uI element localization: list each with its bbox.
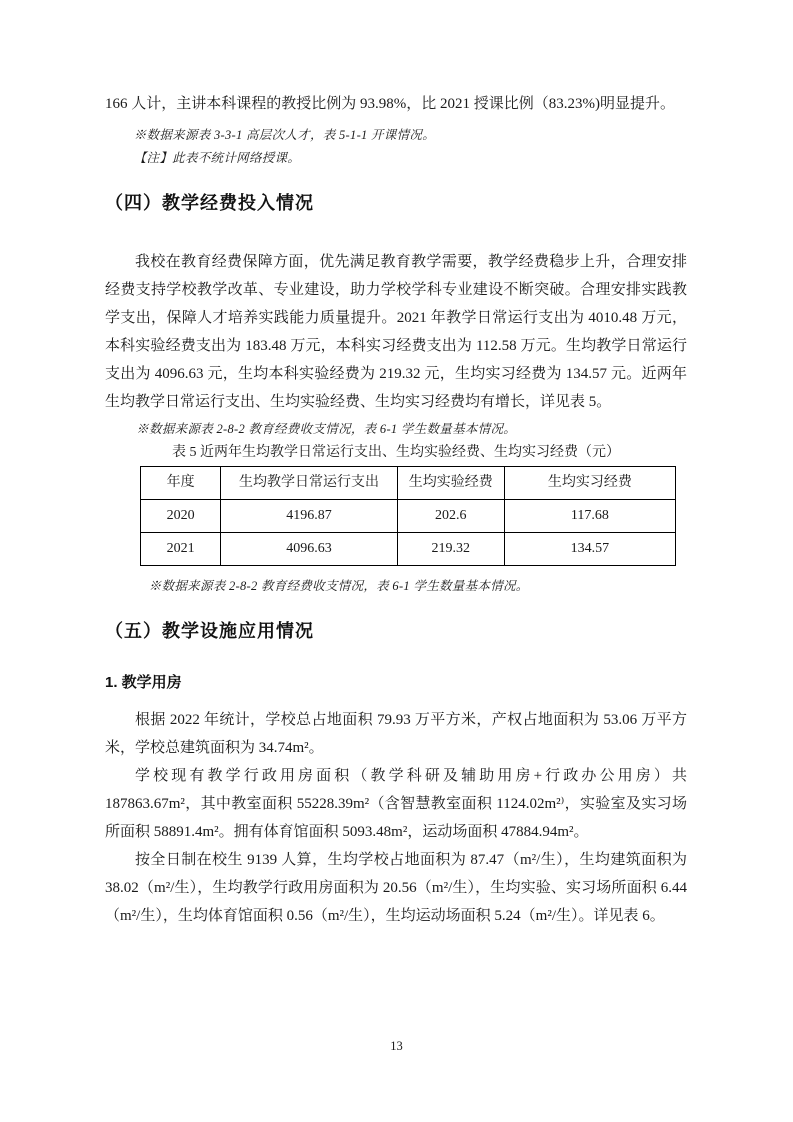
table5-cell: 134.57 <box>504 533 675 566</box>
intro-notes <box>105 124 687 170</box>
table5 <box>140 466 676 566</box>
housing-paragraph-area: 根据 2022 年统计，学校总占地面积 79.93 万平方米，产权占地面积为 53.06 万平方米，学校总建筑面积为 34.74m²。 <box>105 712 687 756</box>
funding-note-data-source: ※数据来源表 2-8-2 教育经费收支情况，表 6-1 学生数量基本情况。 <box>136 422 517 436</box>
table5-row-2021 <box>141 533 676 566</box>
housing-paragraph-per-student: 按全日制在校生 9139 人算，生均学校占地面积为 87.47（m²/生），生均建筑面积为 38.02（m²/生），生均教学行政用房面积为 20.56（m²/生），生均实验、实习场所面积 6.44（m²/生），生均体育馆面积 0.56（m²/生），生均运动场面积 5.24（m²/生）。详见表 6。 <box>105 852 687 924</box>
table5-header-year: 年度 <box>141 467 221 500</box>
table5-cell: 219.32 <box>397 533 504 566</box>
table5-header-daily-spend: 生均教学日常运行支出 <box>221 467 398 500</box>
table5-cell: 4096.63 <box>221 533 398 566</box>
table5-cell: 2020 <box>141 500 221 533</box>
table5-cell: 2021 <box>141 533 221 566</box>
table5-cell: 117.68 <box>504 500 675 533</box>
subsection-heading-housing: 1. 教学用房 <box>105 674 182 691</box>
table5-note-data-source: ※数据来源表 2-8-2 教育经费收支情况，表 6-1 学生数量基本情况。 <box>148 579 529 593</box>
intro-paragraph: 166 人计，主讲本科课程的教授比例为 93.98%，比 2021 授课比例（83.23%)明显提升。 <box>105 96 675 112</box>
section-heading-funding: （四）教学经费投入情况 <box>105 193 314 213</box>
page-number: 13 <box>390 1039 403 1053</box>
intro-note-data-source: ※数据来源表 3-3-1 高层次人才，表 5-1-1 开课情况。 <box>133 128 436 142</box>
table5-header-experiment-fund: 生均实验经费 <box>397 467 504 500</box>
funding-paragraph: 我校在教育经费保障方面，优先满足教育教学需要，教学经费稳步上升，合理安排经费支持学校教学改革、专业建设，助力学校学科专业建设不断突破。合理安排实践教学支出，保障人才培养实践能力质量提升。2021 年教学日常运行支出为 4010.48 万元，本科实验经费支出为 183.48 万元，本科实习经费支出为 112.58 万元。生均教学日常运行支出为 4096.63 元，生均本科实验经费为 219.32 元，生均实习经费为 134.57 元。近两年生均教学日常运行支出、生均实验经费、生均实习经费均有增长，详见表 5。 <box>105 254 687 410</box>
table5-cell: 202.6 <box>397 500 504 533</box>
housing-paragraph-buildings: 学校现有教学行政用房面积（教学科研及辅助用房+行政办公用房）共 187863.67m²，其中教室面积 55228.39m²（含智慧教室面积 1124.02m²⁾，实验室及实习场所面积 58891.4m²。拥有体育馆面积 5093.48m²，运动场面积 47884.94m²。 <box>105 768 687 840</box>
intro-note-remark: 【注】此表不统计网络授课。 <box>133 151 301 165</box>
section-heading-facilities: （五）教学设施应用情况 <box>105 621 314 641</box>
table5-cell: 4196.87 <box>221 500 398 533</box>
table5-header-practice-fund: 生均实习经费 <box>504 467 675 500</box>
table5-caption: 表 5 近两年生均教学日常运行支出、生均实验经费、生均实习经费（元） <box>172 445 620 460</box>
table5-header-row <box>141 467 676 500</box>
table5-row-2020 <box>141 500 676 533</box>
